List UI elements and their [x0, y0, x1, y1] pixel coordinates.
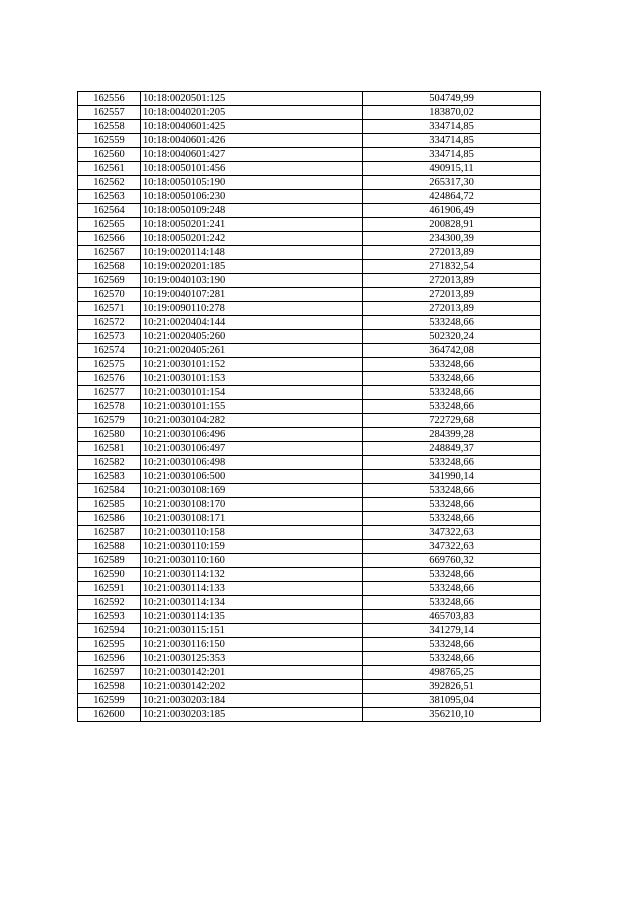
row-number-cell: 162560	[78, 148, 141, 162]
row-number-cell: 162572	[78, 316, 141, 330]
table-row	[78, 92, 541, 106]
cadastral-value-cell: 669760,32	[363, 554, 541, 568]
row-number-cell: 162578	[78, 400, 141, 414]
row-number-cell: 162595	[78, 638, 141, 652]
table-row	[78, 442, 541, 456]
cadastral-value-cell: 533248,66	[363, 358, 541, 372]
cadastral-number-cell: 10:21:0020404:144	[141, 316, 363, 330]
row-number-cell: 162580	[78, 428, 141, 442]
cadastral-number-cell: 10:18:0020501:125	[141, 92, 363, 106]
table-row	[78, 358, 541, 372]
row-number-cell: 162575	[78, 358, 141, 372]
row-number-cell: 162599	[78, 694, 141, 708]
table-row	[78, 414, 541, 428]
row-number-cell: 162591	[78, 582, 141, 596]
row-number-cell: 162562	[78, 176, 141, 190]
table-row	[78, 344, 541, 358]
cadastral-number-cell: 10:21:0030142:201	[141, 666, 363, 680]
cadastral-number-cell: 10:21:0030125:353	[141, 652, 363, 666]
cadastral-number-cell: 10:21:0030110:159	[141, 540, 363, 554]
cadastral-number-cell: 10:21:0030114:135	[141, 610, 363, 624]
cadastral-number-cell: 10:18:0050201:241	[141, 218, 363, 232]
row-number-cell: 162587	[78, 526, 141, 540]
cadastral-value-cell: 200828,91	[363, 218, 541, 232]
cadastral-value-cell: 272013,89	[363, 274, 541, 288]
cadastral-number-cell: 10:19:0020114:148	[141, 246, 363, 260]
cadastral-number-cell: 10:21:0030110:158	[141, 526, 363, 540]
cadastral-number-cell: 10:19:0040107:281	[141, 288, 363, 302]
cadastral-number-cell: 10:21:0030114:132	[141, 568, 363, 582]
row-number-cell: 162574	[78, 344, 141, 358]
table-row	[78, 106, 541, 120]
cadastral-value-cell: 533248,66	[363, 498, 541, 512]
cadastral-number-cell: 10:19:0090110:278	[141, 302, 363, 316]
cadastral-value-cell: 347322,63	[363, 540, 541, 554]
row-number-cell: 162557	[78, 106, 141, 120]
table-row	[78, 274, 541, 288]
cadastral-number-cell: 10:21:0030106:500	[141, 470, 363, 484]
row-number-cell: 162564	[78, 204, 141, 218]
cadastral-value-cell: 392826,51	[363, 680, 541, 694]
cadastral-value-cell: 334714,85	[363, 148, 541, 162]
table-row	[78, 498, 541, 512]
cadastral-value-cell: 424864,72	[363, 190, 541, 204]
row-number-cell: 162570	[78, 288, 141, 302]
table-row	[78, 680, 541, 694]
cadastral-value-table	[77, 91, 541, 722]
cadastral-number-cell: 10:21:0020405:260	[141, 330, 363, 344]
cadastral-value-cell: 533248,66	[363, 400, 541, 414]
cadastral-value-cell: 533248,66	[363, 652, 541, 666]
table-row	[78, 470, 541, 484]
cadastral-value-cell: 347322,63	[363, 526, 541, 540]
row-number-cell: 162556	[78, 92, 141, 106]
row-number-cell: 162581	[78, 442, 141, 456]
row-number-cell: 162596	[78, 652, 141, 666]
cadastral-number-cell: 10:19:0020201:185	[141, 260, 363, 274]
table-row	[78, 610, 541, 624]
cadastral-number-cell: 10:21:0030114:133	[141, 582, 363, 596]
cadastral-value-cell: 341990,14	[363, 470, 541, 484]
row-number-cell: 162569	[78, 274, 141, 288]
table-row	[78, 372, 541, 386]
row-number-cell: 162583	[78, 470, 141, 484]
row-number-cell: 162589	[78, 554, 141, 568]
table-row	[78, 232, 541, 246]
table-row	[78, 694, 541, 708]
table-row	[78, 666, 541, 680]
table-row	[78, 134, 541, 148]
cadastral-value-cell: 265317,30	[363, 176, 541, 190]
table-row	[78, 708, 541, 722]
table-row	[78, 288, 541, 302]
cadastral-number-cell: 10:21:0030108:169	[141, 484, 363, 498]
cadastral-value-cell: 234300,39	[363, 232, 541, 246]
cadastral-value-cell: 183870,02	[363, 106, 541, 120]
cadastral-value-cell: 341279,14	[363, 624, 541, 638]
cadastral-number-cell: 10:21:0030116:150	[141, 638, 363, 652]
cadastral-value-cell: 465703,83	[363, 610, 541, 624]
table-row	[78, 246, 541, 260]
cadastral-number-cell: 10:21:0020405:261	[141, 344, 363, 358]
table-row	[78, 330, 541, 344]
cadastral-number-cell: 10:18:0050106:230	[141, 190, 363, 204]
cadastral-number-cell: 10:21:0030108:171	[141, 512, 363, 526]
cadastral-value-cell: 498765,25	[363, 666, 541, 680]
cadastral-number-cell: 10:18:0050105:190	[141, 176, 363, 190]
cadastral-value-cell: 490915,11	[363, 162, 541, 176]
cadastral-number-cell: 10:21:0030106:497	[141, 442, 363, 456]
cadastral-number-cell: 10:19:0040103:190	[141, 274, 363, 288]
table-row	[78, 120, 541, 134]
cadastral-value-cell: 504749,99	[363, 92, 541, 106]
table-row	[78, 456, 541, 470]
cadastral-number-cell: 10:21:0030101:155	[141, 400, 363, 414]
cadastral-value-cell: 272013,89	[363, 288, 541, 302]
table-row	[78, 512, 541, 526]
row-number-cell: 162585	[78, 498, 141, 512]
table-row	[78, 624, 541, 638]
cadastral-value-cell: 533248,66	[363, 386, 541, 400]
table-row	[78, 316, 541, 330]
table-row	[78, 568, 541, 582]
row-number-cell: 162577	[78, 386, 141, 400]
cadastral-value-cell: 272013,89	[363, 302, 541, 316]
row-number-cell: 162597	[78, 666, 141, 680]
row-number-cell: 162593	[78, 610, 141, 624]
table-body	[78, 92, 541, 722]
cadastral-value-cell: 533248,66	[363, 512, 541, 526]
cadastral-value-cell: 533248,66	[363, 638, 541, 652]
row-number-cell: 162588	[78, 540, 141, 554]
table-row	[78, 526, 541, 540]
row-number-cell: 162600	[78, 708, 141, 722]
cadastral-number-cell: 10:18:0040601:426	[141, 134, 363, 148]
cadastral-number-cell: 10:21:0030203:184	[141, 694, 363, 708]
cadastral-value-cell: 533248,66	[363, 456, 541, 470]
cadastral-number-cell: 10:21:0030203:185	[141, 708, 363, 722]
cadastral-number-cell: 10:21:0030101:153	[141, 372, 363, 386]
row-number-cell: 162566	[78, 232, 141, 246]
row-number-cell: 162576	[78, 372, 141, 386]
cadastral-number-cell: 10:21:0030142:202	[141, 680, 363, 694]
row-number-cell: 162590	[78, 568, 141, 582]
table-row	[78, 554, 541, 568]
table-row	[78, 162, 541, 176]
table-row	[78, 386, 541, 400]
row-number-cell: 162559	[78, 134, 141, 148]
cadastral-number-cell: 10:21:0030108:170	[141, 498, 363, 512]
table-row	[78, 260, 541, 274]
cadastral-value-cell: 364742,08	[363, 344, 541, 358]
cadastral-number-cell: 10:21:0030101:152	[141, 358, 363, 372]
table-row	[78, 176, 541, 190]
table-row	[78, 302, 541, 316]
cadastral-value-cell: 533248,66	[363, 582, 541, 596]
cadastral-number-cell: 10:21:0030104:282	[141, 414, 363, 428]
row-number-cell: 162571	[78, 302, 141, 316]
cadastral-value-cell: 502320,24	[363, 330, 541, 344]
cadastral-value-cell: 334714,85	[363, 120, 541, 134]
table-row	[78, 428, 541, 442]
table-row	[78, 596, 541, 610]
cadastral-number-cell: 10:21:0030106:496	[141, 428, 363, 442]
cadastral-value-cell: 272013,89	[363, 246, 541, 260]
row-number-cell: 162598	[78, 680, 141, 694]
table-row	[78, 484, 541, 498]
row-number-cell: 162573	[78, 330, 141, 344]
cadastral-value-cell: 334714,85	[363, 134, 541, 148]
table-row	[78, 652, 541, 666]
row-number-cell: 162565	[78, 218, 141, 232]
table-row	[78, 540, 541, 554]
cadastral-number-cell: 10:18:0050101:456	[141, 162, 363, 176]
table-row	[78, 400, 541, 414]
table-row	[78, 218, 541, 232]
cadastral-number-cell: 10:18:0050109:248	[141, 204, 363, 218]
cadastral-number-cell: 10:21:0030110:160	[141, 554, 363, 568]
row-number-cell: 162568	[78, 260, 141, 274]
cadastral-number-cell: 10:18:0040601:425	[141, 120, 363, 134]
cadastral-number-cell: 10:18:0040601:427	[141, 148, 363, 162]
cadastral-number-cell: 10:21:0030101:154	[141, 386, 363, 400]
table-row	[78, 582, 541, 596]
row-number-cell: 162579	[78, 414, 141, 428]
table-row	[78, 148, 541, 162]
cadastral-value-cell: 533248,66	[363, 372, 541, 386]
cadastral-number-cell: 10:18:0040201:205	[141, 106, 363, 120]
cadastral-value-cell: 533248,66	[363, 568, 541, 582]
cadastral-number-cell: 10:21:0030115:151	[141, 624, 363, 638]
cadastral-number-cell: 10:21:0030106:498	[141, 456, 363, 470]
cadastral-value-cell: 533248,66	[363, 484, 541, 498]
cadastral-number-cell: 10:21:0030114:134	[141, 596, 363, 610]
cadastral-value-cell: 533248,66	[363, 596, 541, 610]
table-row	[78, 638, 541, 652]
cadastral-value-cell: 248849,37	[363, 442, 541, 456]
row-number-cell: 162582	[78, 456, 141, 470]
table-row	[78, 190, 541, 204]
cadastral-value-cell: 461906,49	[363, 204, 541, 218]
row-number-cell: 162586	[78, 512, 141, 526]
row-number-cell: 162592	[78, 596, 141, 610]
row-number-cell: 162567	[78, 246, 141, 260]
cadastral-value-cell: 284399,28	[363, 428, 541, 442]
table-row	[78, 204, 541, 218]
row-number-cell: 162558	[78, 120, 141, 134]
row-number-cell: 162563	[78, 190, 141, 204]
cadastral-value-cell: 533248,66	[363, 316, 541, 330]
cadastral-value-cell: 356210,10	[363, 708, 541, 722]
row-number-cell: 162561	[78, 162, 141, 176]
cadastral-value-cell: 381095,04	[363, 694, 541, 708]
cadastral-value-cell: 271832,54	[363, 260, 541, 274]
row-number-cell: 162584	[78, 484, 141, 498]
cadastral-number-cell: 10:18:0050201:242	[141, 232, 363, 246]
row-number-cell: 162594	[78, 624, 141, 638]
cadastral-value-cell: 722729,68	[363, 414, 541, 428]
